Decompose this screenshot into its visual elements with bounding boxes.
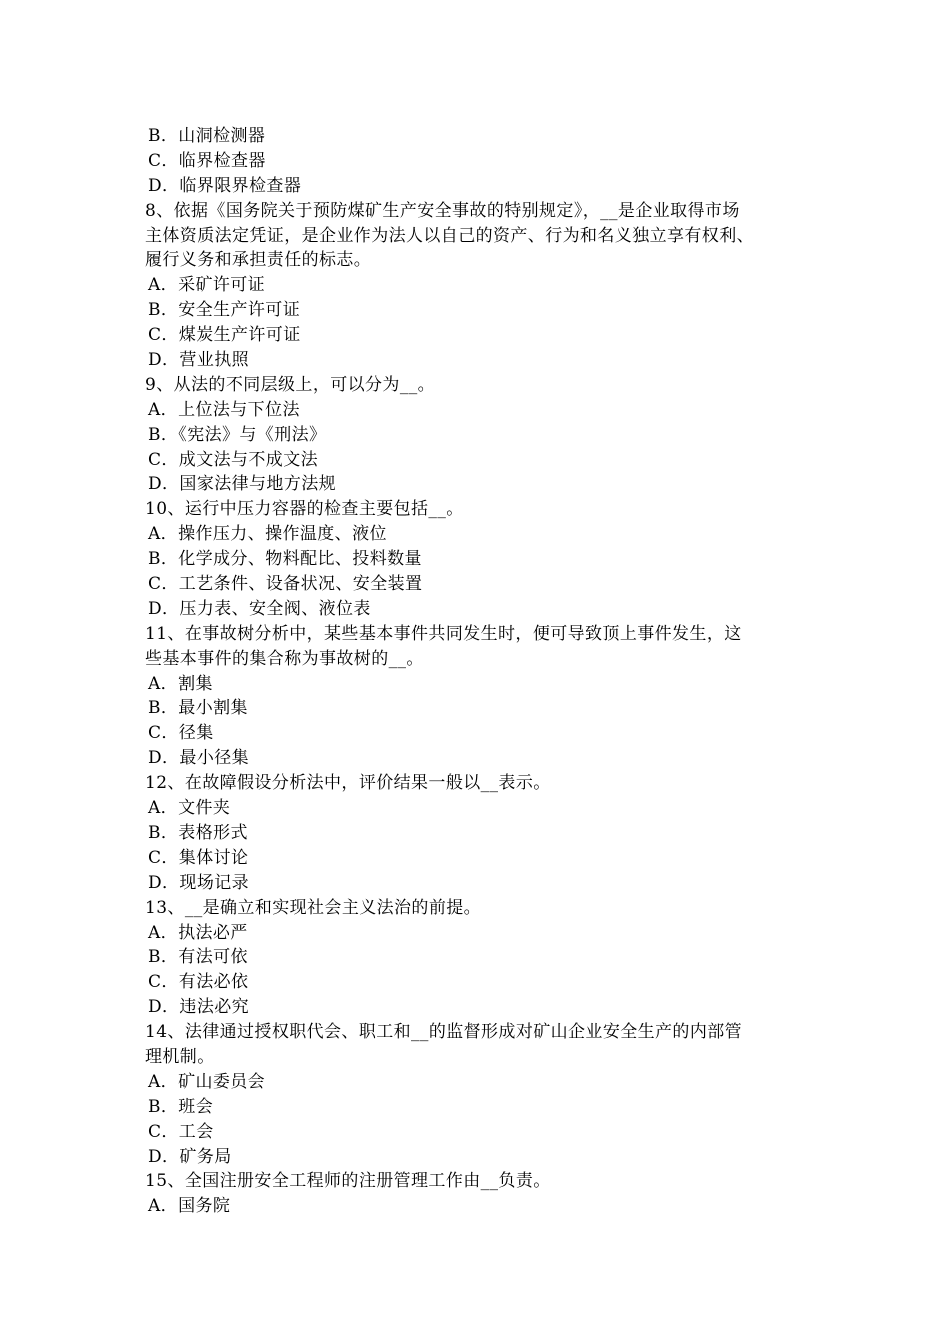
answer-option: C．煤炭生产许可证 (148, 325, 301, 346)
question-text: 9、从法的不同层级上，可以分为__。 (145, 374, 436, 395)
question-text: 些基本事件的集合称为事故树的__。 (145, 648, 424, 669)
answer-option: A．采矿许可证 (148, 275, 266, 296)
answer-option: C．集体讨论 (148, 847, 249, 868)
answer-option: B．表格形式 (148, 822, 248, 843)
answer-option: A．国务院 (148, 1196, 231, 1217)
answer-option: C．径集 (148, 723, 214, 744)
answer-option: B．山洞检测器 (148, 126, 266, 146)
answer-option: D．最小径集 (148, 748, 250, 769)
question-text: 主体资质法定凭证，是企业作为法人以自己的资产、行为和名义独立享有权利、 (145, 225, 754, 246)
answer-option: A．操作压力、操作温度、液位 (148, 524, 387, 545)
document-body (145, 124, 825, 1219)
answer-option: A．割集 (148, 673, 213, 694)
answer-option: A．上位法与下位法 (148, 399, 300, 420)
answer-option: D．国家法律与地方法规 (148, 474, 337, 495)
answer-option: A．文件夹 (148, 798, 231, 819)
answer-option: B．安全生产许可证 (148, 300, 301, 321)
question-text: 8、依据《国务院关于预防煤矿生产安全事故的特别规定》，__是企业取得市场 (145, 200, 740, 221)
answer-option: B．最小割集 (148, 698, 248, 719)
question-text: 10、运行中压力容器的检查主要包括__。 (145, 499, 464, 520)
answer-option: D．压力表、安全阀、液位表 (148, 598, 371, 619)
answer-option: A．执法必严 (148, 922, 248, 943)
question-text: 履行义务和承担责任的标志。 (145, 250, 372, 271)
question-text: 理机制。 (145, 1046, 215, 1067)
answer-option: C．工艺条件、设备状况、安全装置 (148, 574, 423, 595)
answer-option: B．有法可依 (148, 947, 248, 968)
question-text: 11、在事故树分析中，某些基本事件共同发生时，便可导致顶上事件发生，这 (145, 623, 742, 644)
answer-option: C．临界检查器 (148, 150, 266, 171)
answer-option: C．工会 (148, 1121, 214, 1142)
question-text: 15、全国注册安全工程师的注册管理工作由__负责。 (145, 1171, 551, 1192)
answer-option: C．有法必依 (148, 972, 249, 993)
answer-option: A．矿山委员会 (148, 1071, 266, 1092)
answer-option: B．《宪法》与《刑法》 (148, 424, 327, 445)
answer-option: D．矿务局 (148, 1146, 232, 1167)
question-text: 13、__是确立和实现社会主义法治的前提。 (145, 897, 482, 918)
answer-option: D．临界限界检查器 (148, 175, 302, 196)
question-text: 14、法律通过授权职代会、职工和__的监督形成对矿山企业安全生产的内部管 (145, 1022, 743, 1043)
question-text: 12、在故障假设分析法中，评价结果一般以__表示。 (145, 773, 551, 794)
answer-option: D．现场记录 (148, 872, 250, 893)
answer-option: D．违法必究 (148, 997, 250, 1018)
answer-option: D．营业执照 (148, 350, 250, 371)
answer-option: C．成文法与不成文法 (148, 449, 319, 470)
answer-option: B．化学成分、物料配比、投料数量 (148, 549, 422, 570)
answer-option: B．班会 (148, 1096, 214, 1117)
